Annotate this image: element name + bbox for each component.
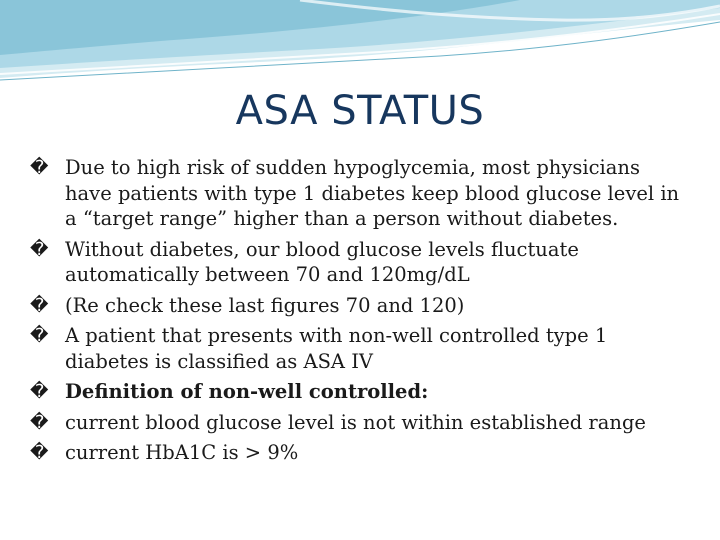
bullet-text: current blood glucose level is not within established range bbox=[65, 410, 646, 434]
bullet-item bbox=[30, 323, 690, 374]
bullet-text: current HbA1C is > 9% bbox=[65, 441, 299, 464]
bullet-marker-icon: � bbox=[30, 157, 49, 178]
bullet-text: (Re check these last figures 70 and 120) bbox=[65, 293, 465, 317]
bullet-marker-icon: � bbox=[30, 381, 49, 402]
bullet-marker-icon: � bbox=[30, 442, 49, 463]
bullet-marker-icon: � bbox=[30, 238, 49, 260]
bullet-item bbox=[30, 293, 690, 319]
bullet-item bbox=[30, 410, 690, 436]
bullet-text: Without diabetes, our blood glucose levels fluctuate automatically between 70 and 120mg/dL bbox=[65, 237, 579, 286]
bullet-list bbox=[30, 155, 690, 471]
bullet-text: Due to high risk of sudden hypoglycemia, most physicians have patients with type 1 diabetes keep blood glucose level in a “target range” higher than a person without diabetes. bbox=[65, 156, 680, 230]
bullet-marker-icon: � bbox=[30, 325, 49, 346]
bullet-item bbox=[30, 155, 690, 232]
bullet-item bbox=[30, 379, 690, 405]
bullet-item bbox=[30, 237, 690, 288]
bullet-marker-icon: � bbox=[30, 411, 49, 433]
bullet-text: A patient that presents with non-well controlled type 1 diabetes is classified as ASA IV bbox=[65, 324, 608, 373]
bullet-marker-icon: � bbox=[30, 294, 49, 316]
slide-title: ASA STATUS bbox=[235, 88, 485, 134]
bullet-item bbox=[30, 440, 690, 466]
bullet-text-bold: Definition of non-well controlled: bbox=[65, 380, 429, 403]
decorative-wave-header bbox=[0, 0, 720, 90]
